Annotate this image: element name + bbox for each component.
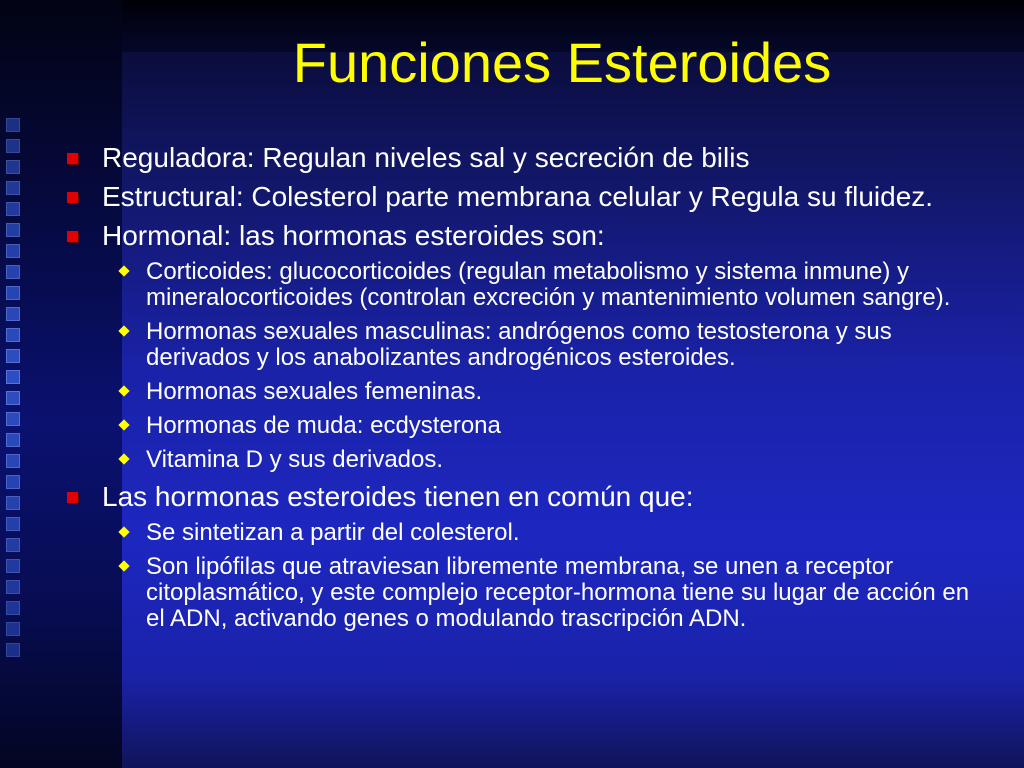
sub-bullet-item bbox=[146, 447, 986, 473]
bullet-text: Reguladora: Regulan niveles sal y secreción de bilis bbox=[102, 142, 750, 173]
yellow-diamond-bullet-icon bbox=[118, 385, 129, 396]
sub-bullet-text: Son lipófilas que atraviesan libremente membrana, se unen a receptor citoplasmático, y este complejo receptor-hormona tiene su lugar de acción en el ADN, activando genes o modulando trascripción ADN. bbox=[146, 553, 970, 632]
decorative-square bbox=[6, 223, 20, 237]
bullet-list bbox=[62, 142, 992, 640]
slide-title: Funciones Esteroides bbox=[292, 31, 832, 94]
yellow-diamond-bullet-icon bbox=[118, 265, 129, 276]
sub-bullet-text: Hormonas sexuales masculinas: andrógenos como testosterona y sus derivados y los anabolizantes androgénicos esteroides. bbox=[146, 318, 892, 371]
sub-bullet-list bbox=[62, 259, 992, 473]
decorative-square bbox=[6, 580, 20, 594]
sub-bullet-item bbox=[146, 259, 986, 311]
sub-bullet-text: Se sintetizan a partir del colesterol. bbox=[146, 519, 520, 546]
decorative-square bbox=[6, 622, 20, 636]
yellow-diamond-bullet-icon bbox=[118, 325, 129, 336]
yellow-diamond-bullet-icon bbox=[118, 453, 129, 464]
bullet-text: Estructural: Colesterol parte membrana celular y Regula su fluidez. bbox=[102, 181, 934, 212]
red-square-bullet-icon bbox=[67, 192, 78, 203]
sub-bullet-item bbox=[146, 554, 986, 632]
sub-bullet-list bbox=[62, 520, 992, 632]
sub-bullet-text: Corticoides: glucocorticoides (regulan metabolismo y sistema inmune) y mineralocorticoides (controlan excreción y mantenimiento volumen sangre). bbox=[146, 258, 951, 311]
decorative-square bbox=[6, 118, 20, 132]
decorative-square bbox=[6, 181, 20, 195]
decorative-square bbox=[6, 265, 20, 279]
sub-bullet-item bbox=[146, 379, 986, 405]
bullet-item bbox=[62, 181, 992, 212]
decorative-square bbox=[6, 433, 20, 447]
red-square-bullet-icon bbox=[67, 492, 78, 503]
bullet-item bbox=[62, 481, 992, 512]
bullet-text: Las hormonas esteroides tienen en común que: bbox=[102, 481, 694, 512]
decorative-square bbox=[6, 307, 20, 321]
sub-bullet-item bbox=[146, 520, 986, 546]
decorative-square bbox=[6, 601, 20, 615]
decorative-square bbox=[6, 475, 20, 489]
sub-bullet-item bbox=[146, 413, 986, 439]
decorative-square bbox=[6, 643, 20, 657]
yellow-diamond-bullet-icon bbox=[118, 419, 129, 430]
decorative-square bbox=[6, 286, 20, 300]
red-square-bullet-icon bbox=[67, 153, 78, 164]
decorative-square bbox=[6, 538, 20, 552]
sub-bullet-text: Hormonas de muda: ecdysterona bbox=[146, 412, 501, 439]
decorative-square bbox=[6, 517, 20, 531]
yellow-diamond-bullet-icon bbox=[118, 560, 129, 571]
decorative-square bbox=[6, 370, 20, 384]
red-square-bullet-icon bbox=[67, 231, 78, 242]
decorative-square bbox=[6, 202, 20, 216]
bullet-item bbox=[62, 220, 992, 251]
decorative-square bbox=[6, 454, 20, 468]
decorative-square bbox=[6, 412, 20, 426]
decorative-square bbox=[6, 244, 20, 258]
decorative-square bbox=[6, 496, 20, 510]
yellow-diamond-bullet-icon bbox=[118, 526, 129, 537]
decorative-square bbox=[6, 139, 20, 153]
decorative-squares-column bbox=[6, 118, 26, 658]
decorative-square bbox=[6, 328, 20, 342]
bullet-item bbox=[62, 142, 992, 173]
decorative-square bbox=[6, 160, 20, 174]
sub-bullet-text: Vitamina D y sus derivados. bbox=[146, 446, 444, 473]
decorative-square bbox=[6, 349, 20, 363]
sub-bullet-item bbox=[146, 319, 986, 371]
bullet-text: Hormonal: las hormonas esteroides son: bbox=[102, 220, 605, 251]
decorative-square bbox=[6, 559, 20, 573]
sub-bullet-text: Hormonas sexuales femeninas. bbox=[146, 378, 483, 405]
decorative-square bbox=[6, 391, 20, 405]
